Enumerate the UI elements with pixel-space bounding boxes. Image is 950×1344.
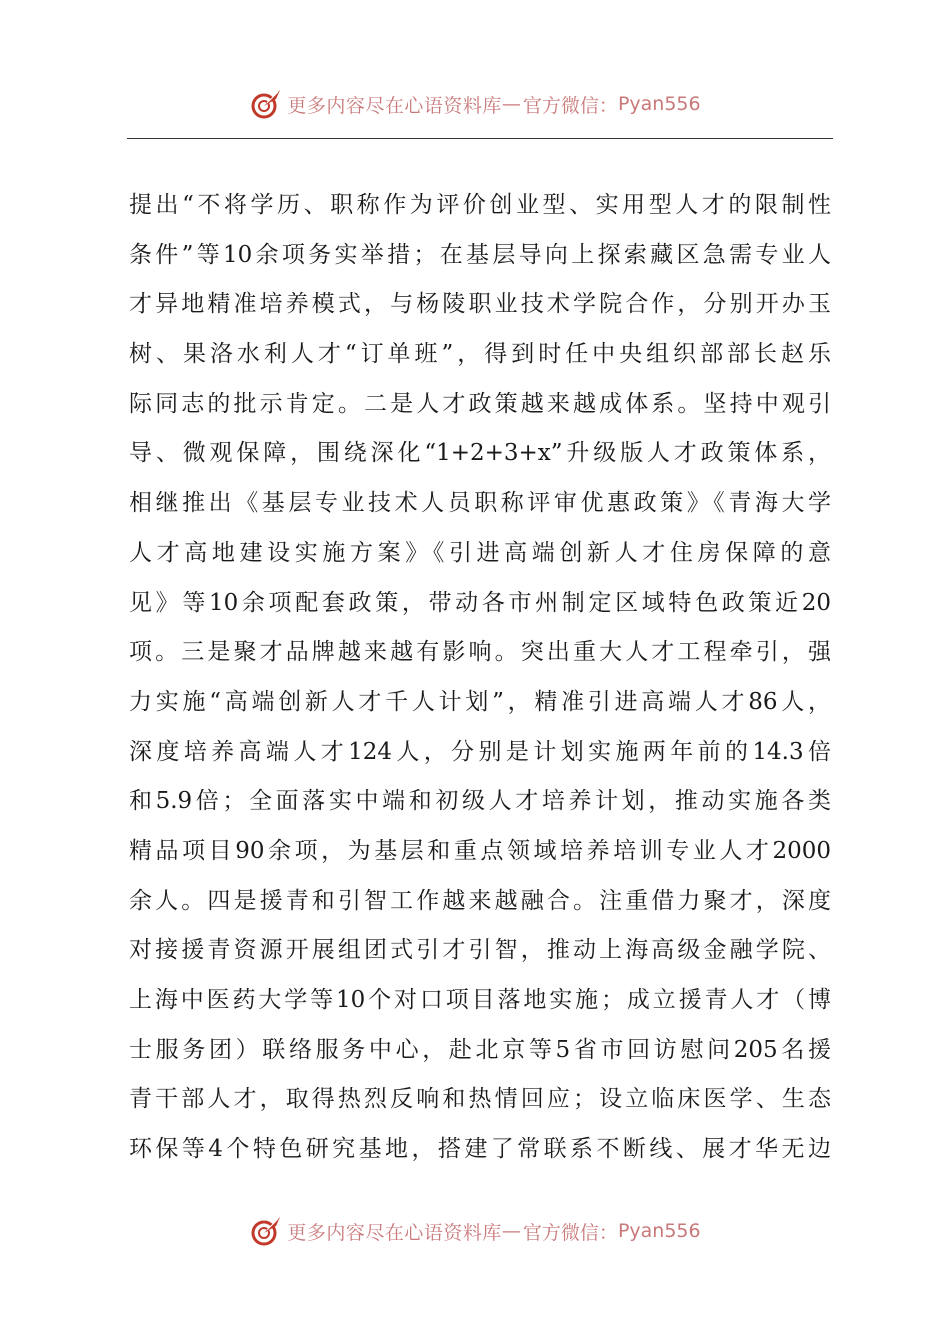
footer-separator: —: [501, 1220, 521, 1242]
footer-wechat-id: Pyan556: [617, 1220, 701, 1242]
header-title: 更多内容尽在心语资料库: [287, 94, 502, 117]
document-body: [129, 181, 831, 1175]
footer-title: 更多内容尽在心语资料库: [287, 1221, 502, 1244]
text-line: 力实施“高端创新人才千人计划”，精准引进高端人才86人，: [129, 688, 831, 715]
text-line: 和5.9倍；全面落实中端和初级人才培养计划，推动实施各类: [129, 788, 831, 815]
text-line: 余人。四是援青和引智工作越来越融合。注重借力聚才，深度: [129, 887, 831, 914]
text-line: 见》等10余项配套政策，带动各市州制定区域特色政策近20: [129, 589, 831, 616]
header-wechat-id: Pyan556: [617, 93, 701, 115]
text-line: 青干部人才，取得热烈反响和热情回应；设立临床医学、生态: [129, 1086, 831, 1113]
text-line: 才异地精准培养模式，与杨陵职业技术学院合作，分别开办玉: [129, 291, 831, 318]
text-line: 项。三是聚才品牌越来越有影响。突出重大人才工程牵引，强: [129, 639, 831, 666]
text-line: 精品项目90余项，为基层和重点领域培养培训专业人才2000: [129, 837, 831, 864]
text-line: 人才高地建设实施方案》《引进高端创新人才住房保障的意: [129, 539, 831, 566]
text-line: 士服务团）联络服务中心，赴北京等5省市回访慰问205名援: [129, 1036, 831, 1063]
header-separator: —: [501, 93, 521, 115]
text-line: 导、微观保障，围绕深化“1+2+3+x”升级版人才政策体系，: [129, 440, 831, 467]
header-banner: [0, 84, 950, 124]
footer-banner: [0, 1211, 950, 1251]
text-line: 际同志的批示肯定。二是人才政策越来越成体系。坚持中观引: [129, 390, 831, 417]
text-line: 树、果洛水利人才“订单班”，得到时任中央组织部部长赵乐: [129, 341, 831, 368]
quill-logo-icon: [249, 87, 283, 121]
quill-logo-icon: [249, 1214, 283, 1248]
text-line: 上海中医药大学等10个对口项目落地实施；成立援青人才（博: [129, 987, 831, 1013]
text-line: 相继推出《基层专业技术人员职称评审优惠政策》《青海大学: [129, 490, 831, 517]
text-line: 提出“不将学历、职称作为评价创业型、实用型人才的限制性: [129, 192, 831, 218]
footer-wechat-label: 官方微信：: [522, 1221, 618, 1244]
header-wechat-label: 官方微信：: [522, 94, 618, 117]
text-line: 环保等4个特色研究基地，搭建了常联系不断线、展才华无边: [129, 1136, 831, 1163]
header-divider: [127, 138, 833, 139]
text-line: 对接援青资源开展组团式引才引智，推动上海高级金融学院、: [129, 937, 831, 964]
text-line: 条件”等10余项务实举措；在基层导向上探索藏区急需专业人: [129, 241, 831, 268]
text-line: 深度培养高端人才124人，分别是计划实施两年前的14.3倍: [129, 738, 831, 765]
